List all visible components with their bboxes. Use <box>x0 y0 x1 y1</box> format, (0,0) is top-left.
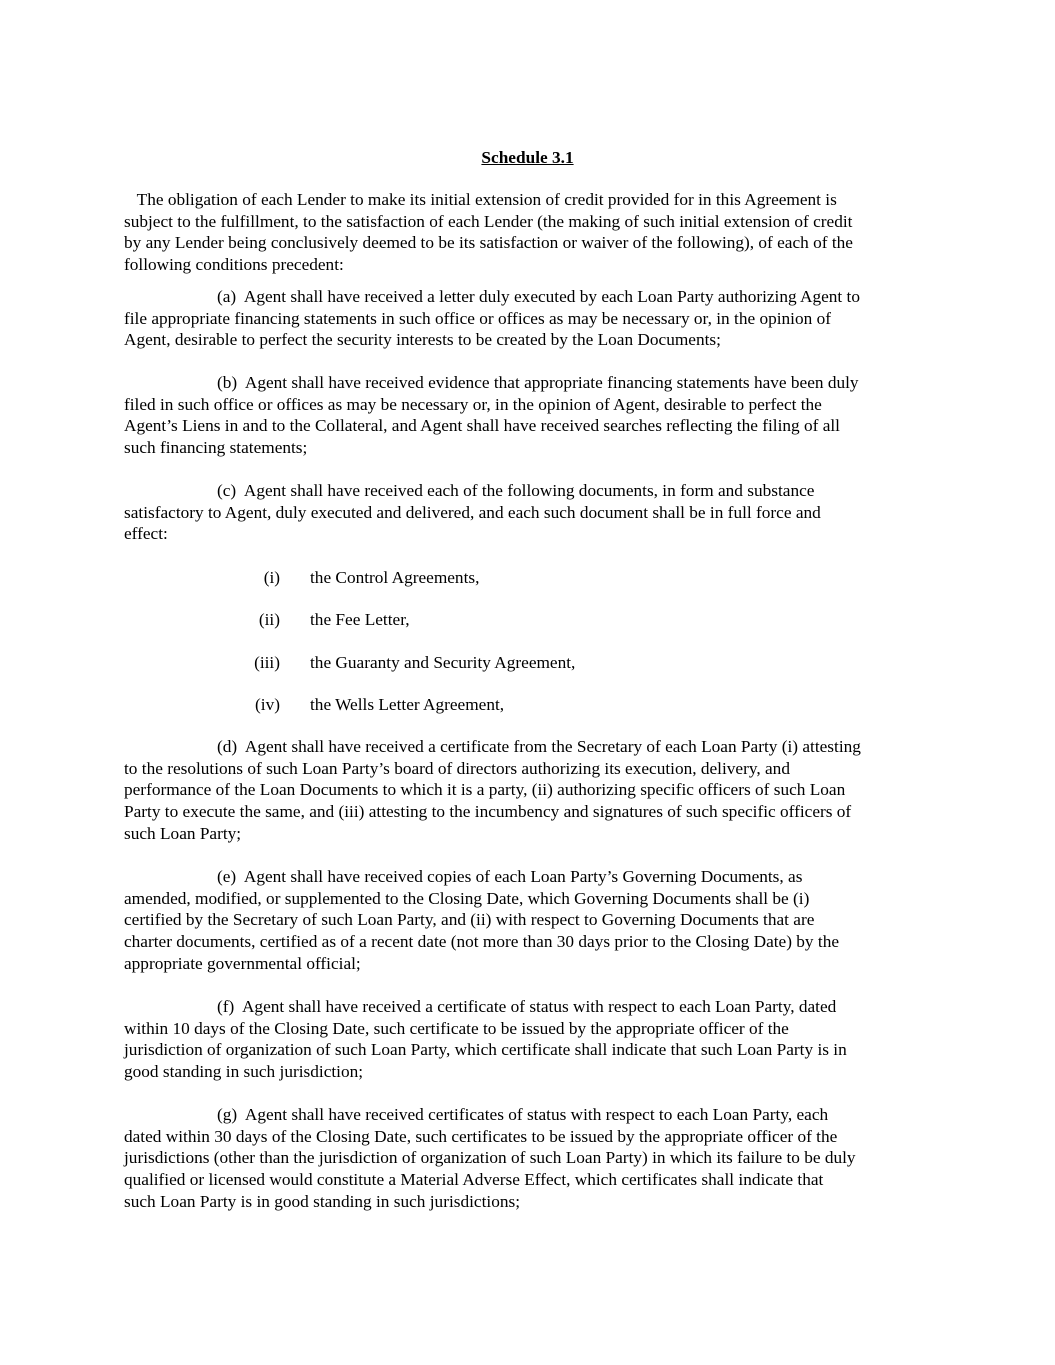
text-line: file appropriate financing statements in such office or offices as may be necessary or, in the opinion of <box>124 308 831 328</box>
schedule-title: Schedule 3.1 <box>481 148 574 167</box>
paragraph-a <box>124 286 934 351</box>
text-line: jurisdiction of organization of such Loan Party, which certificate shall indicate that such Loan Party is in <box>124 1040 847 1060</box>
list-item-text: the Control Agreements, <box>310 568 480 587</box>
text-line: charter documents, certified as of a recent date (not more than 30 days prior to the Closing Date) by the <box>124 932 840 952</box>
list-item-text: the Guaranty and Security Agreement, <box>310 653 576 672</box>
text-line: (c) Agent shall have received each of the following documents, in form and substance <box>217 481 815 500</box>
paragraph-e <box>124 866 934 975</box>
text-line: within 10 days of the Closing Date, such certificate to be issued by the appropriate officer of the <box>124 1018 789 1038</box>
text-line: (e) Agent shall have received copies of each Loan Party’s Governing Documents, as <box>217 867 803 886</box>
text-line: Agent, desirable to perfect the security interests to be created by the Loan Documents; <box>124 330 721 350</box>
text-line: certified by the Secretary of such Loan Party, and (ii) with respect to Governing Documents that are <box>124 910 815 930</box>
text-line: qualified or licensed would constitute a Material Adverse Effect, which certificates shall indicate that <box>124 1170 824 1190</box>
text-line: such Loan Party is in good standing in such jurisdictions; <box>124 1191 521 1211</box>
text-line: satisfactory to Agent, duly executed and delivered, and each such document shall be in full force and <box>124 502 821 522</box>
paragraph-f <box>124 996 934 1083</box>
text-line: by any Lender being conclusively deemed to be its satisfaction or waiver of the following), of each of the <box>124 233 853 253</box>
list-item-number: (iii) <box>254 653 280 672</box>
list-item-number: (i) <box>263 568 280 587</box>
text-line: subject to the fulfillment, to the satisfaction of each Lender (the making of such initial extension of credit <box>124 211 853 231</box>
text-line: (g) Agent shall have received certificates of status with respect to each Loan Party, each <box>217 1105 829 1124</box>
text-line: Party to execute the same, and (iii) attesting to the incumbency and signatures of such specific officers of <box>124 802 852 822</box>
paragraph-b <box>124 372 934 459</box>
text-line: (b) Agent shall have received evidence that appropriate financing statements have been duly <box>217 373 859 392</box>
text-line: (a) Agent shall have received a letter duly executed by each Loan Party authorizing Agent to <box>217 287 860 306</box>
text-line: following conditions precedent: <box>124 255 344 275</box>
text-line: such financing statements; <box>124 438 308 458</box>
text-line: dated within 30 days of the Closing Date, such certificates to be issued by the appropriate officer of the <box>124 1126 838 1146</box>
text-line: The obligation of each Lender to make its initial extension of credit provided for in this Agreement is <box>124 190 837 209</box>
paragraph-c <box>124 480 934 545</box>
text-line: Agent’s Liens in and to the Collateral, and Agent shall have received searches reflecting the filing of all <box>124 416 840 436</box>
list-item-number: (ii) <box>258 610 280 629</box>
text-line: (f) Agent shall have received a certificate of status with respect to each Loan Party, dated <box>217 997 837 1016</box>
list-item-text: the Wells Letter Agreement, <box>310 695 505 714</box>
intro-paragraph <box>124 189 934 276</box>
text-line: such Loan Party; <box>124 823 242 843</box>
text-line: performance of the Loan Documents to which it is a party, (ii) authorizing specific officers of such Loan <box>124 780 846 800</box>
paragraph-g <box>124 1104 934 1213</box>
text-line: to the resolutions of such Loan Party’s board of directors authorizing its execution, delivery, and <box>124 758 790 778</box>
text-line: good standing in such jurisdiction; <box>124 1062 364 1082</box>
text-line: effect: <box>124 524 168 544</box>
list-item-number: (iv) <box>255 695 280 714</box>
text-line: filed in such office or offices as may be necessary or, in the opinion of Agent, desirable to perfect the <box>124 394 822 414</box>
text-line: amended, modified, or supplemented to the Closing Date, which Governing Documents shall be (i) <box>124 888 810 908</box>
text-line: appropriate governmental official; <box>124 953 361 973</box>
text-line: jurisdictions (other than the jurisdiction of organization of such Loan Party) in which its failure to be duly <box>124 1148 856 1168</box>
list-item-text: the Fee Letter, <box>310 610 410 629</box>
paragraph-d <box>124 736 934 845</box>
text-line: (d) Agent shall have received a certificate from the Secretary of each Loan Party (i) attesting <box>217 737 861 756</box>
